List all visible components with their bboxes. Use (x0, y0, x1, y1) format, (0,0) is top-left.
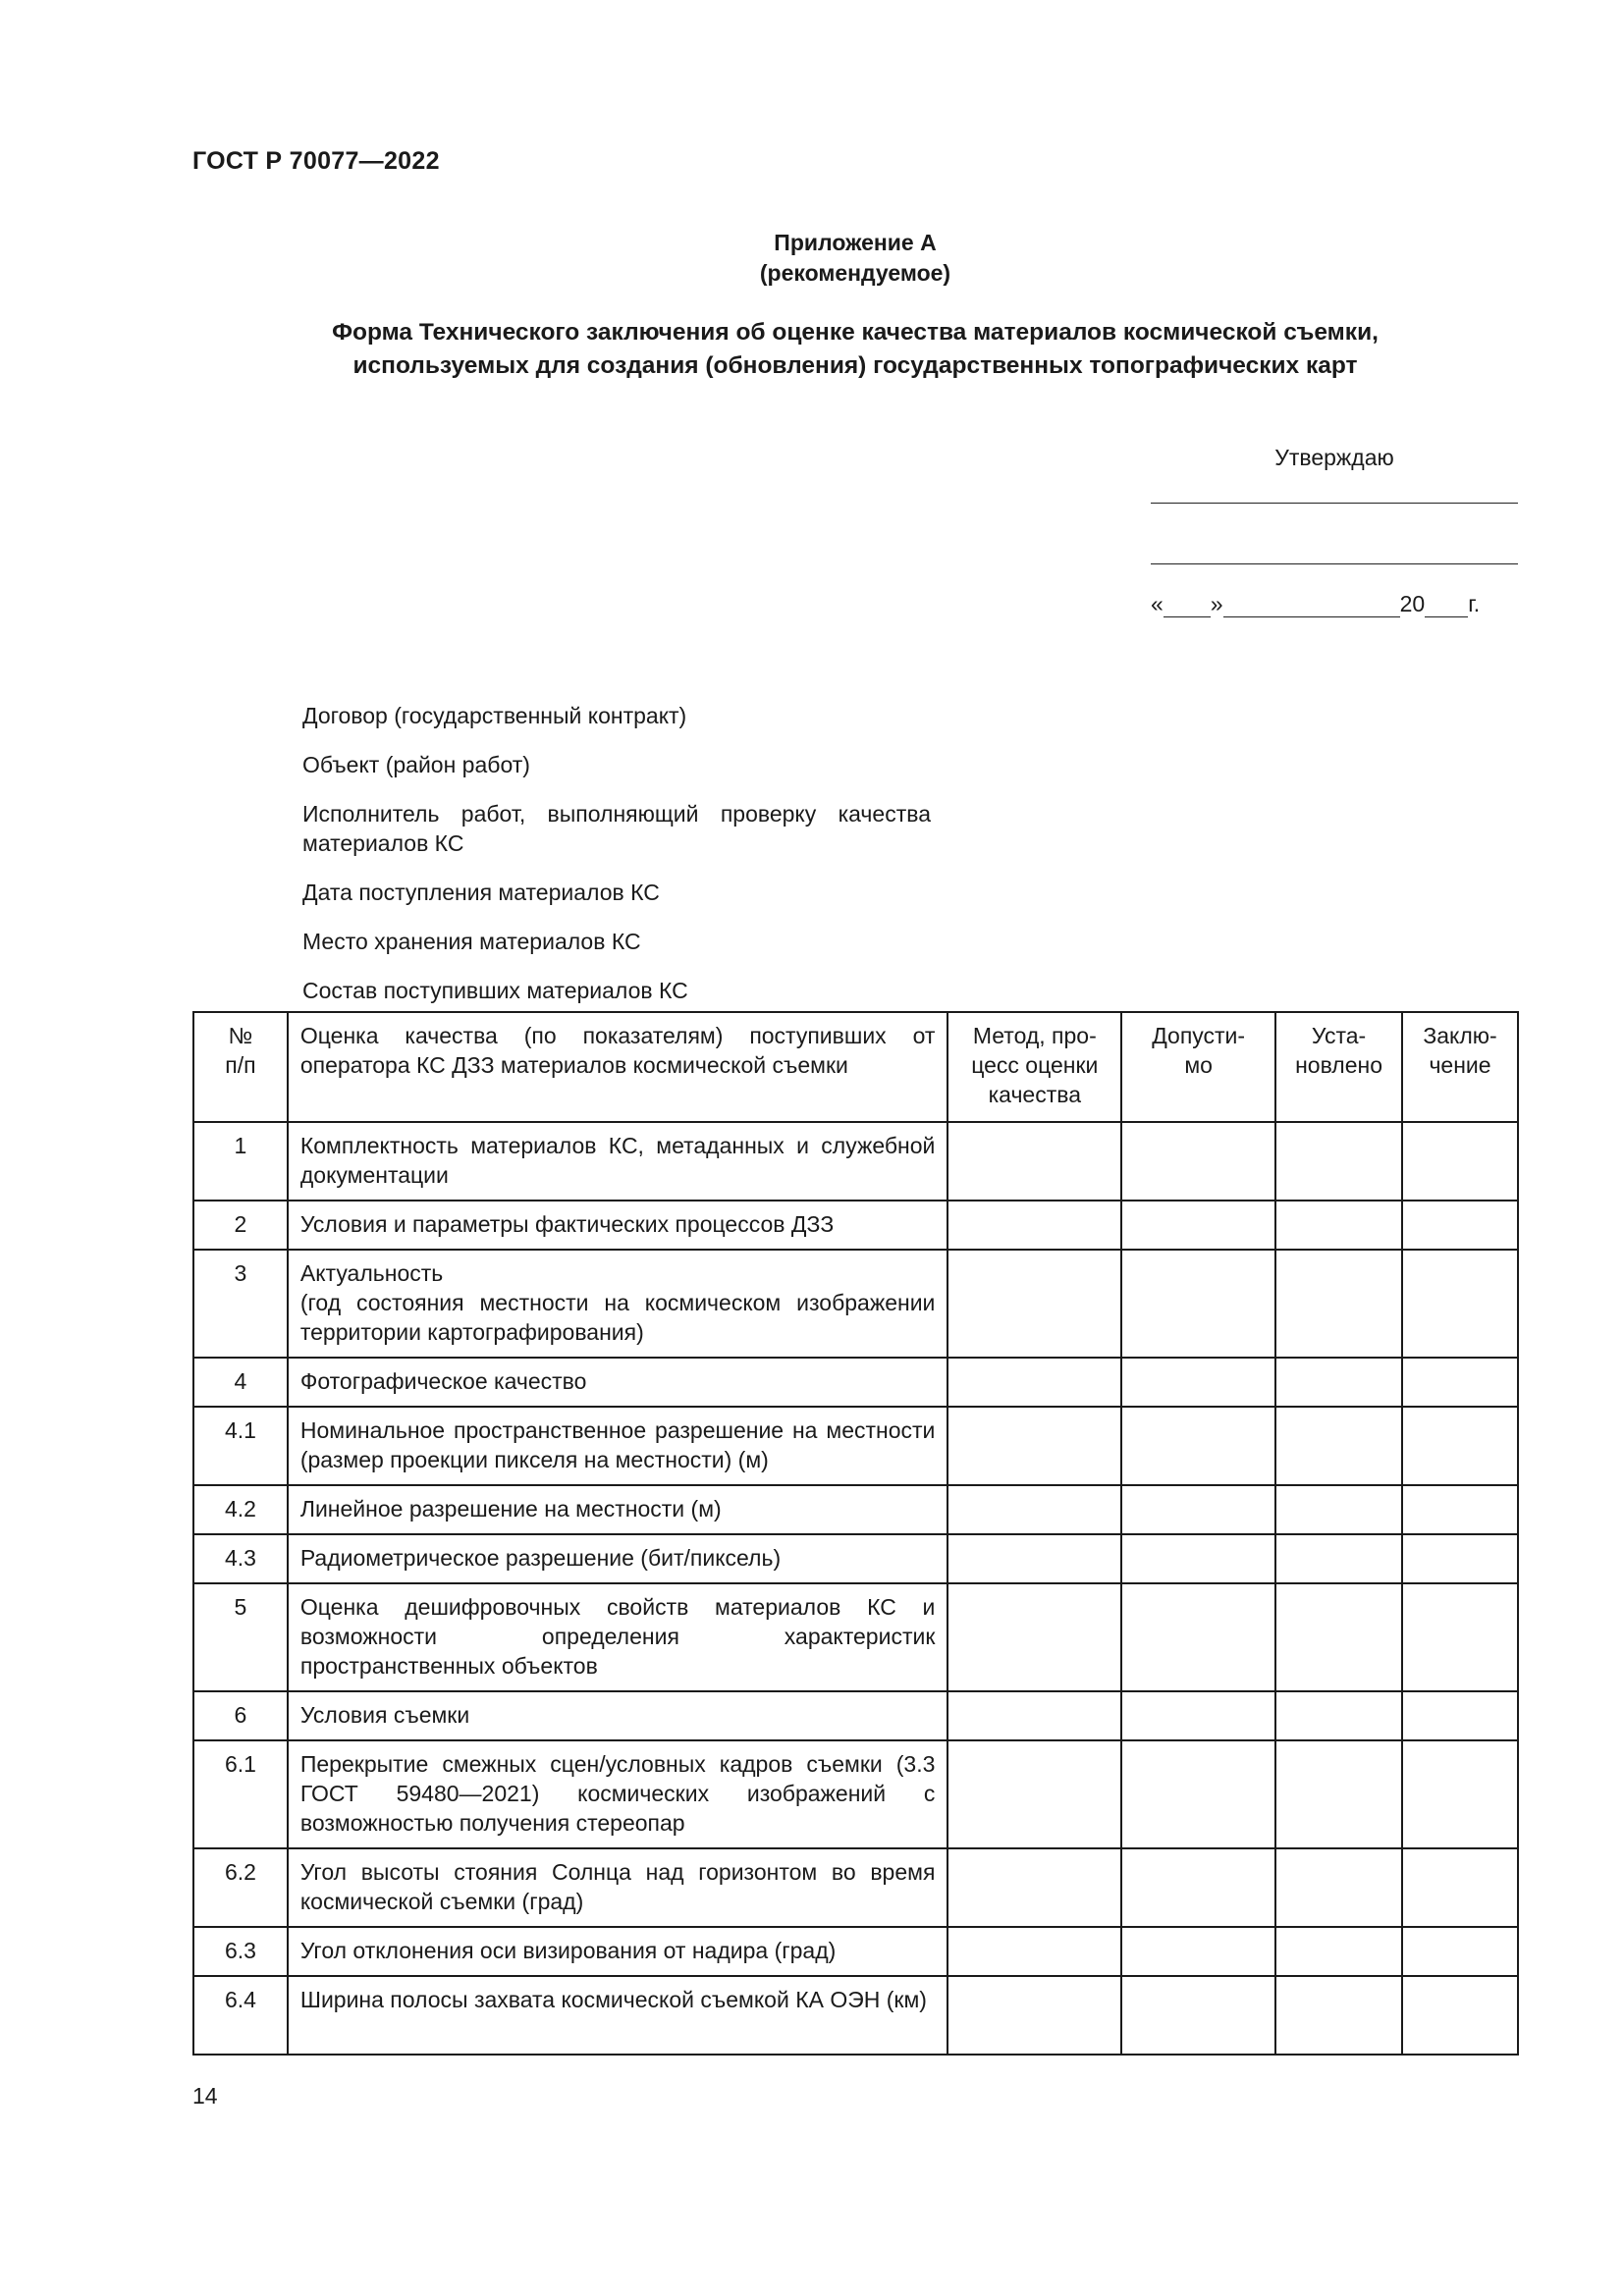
table-row (193, 1122, 1518, 1201)
conclusion-cell[interactable] (1402, 1250, 1518, 1358)
method-cell[interactable] (947, 1485, 1121, 1534)
established-cell[interactable] (1275, 1122, 1402, 1201)
form-title-line-2: используемых для создания (обновления) государственных топографических карт (352, 352, 1358, 379)
conclusion-cell[interactable] (1402, 1122, 1518, 1201)
row-description: Радиометрическое разрешение (бит/пиксель) (288, 1534, 948, 1583)
header-allowed-line-1: Допусти- (1152, 1023, 1246, 1048)
header-description: Оценка качества (по показателям) поступивших от оператора КС ДЗЗ материалов космической съемки (288, 1012, 948, 1122)
row-number: 6.1 (193, 1740, 288, 1848)
annex-title: Приложение А (774, 230, 937, 255)
header-conclusion (1402, 1012, 1518, 1122)
row-number: 6.3 (193, 1927, 288, 1976)
date-day-blank (1164, 595, 1211, 617)
allowed-cell[interactable] (1121, 1122, 1275, 1201)
page-number: 14 (192, 2083, 218, 2109)
header-established-line-1: Уста- (1311, 1023, 1367, 1048)
row-description: Перекрытие смежных сцен/условных кадров съемки (3.3 ГОСТ 59480—2021) космических изображений с возможностью получения стереопар (288, 1740, 948, 1848)
method-cell[interactable] (947, 1848, 1121, 1927)
allowed-cell[interactable] (1121, 1201, 1275, 1250)
established-cell[interactable] (1275, 1927, 1402, 1976)
header-conclusion-line-1: Заклю- (1423, 1023, 1497, 1048)
established-cell[interactable] (1275, 1358, 1402, 1407)
date-year-blank (1425, 595, 1468, 617)
conclusion-cell[interactable] (1402, 1976, 1518, 2055)
row-description: Условия и параметры фактических процессов ДЗЗ (288, 1201, 948, 1250)
row-number: 4.1 (193, 1407, 288, 1485)
method-cell[interactable] (947, 1250, 1121, 1358)
allowed-cell[interactable] (1121, 1691, 1275, 1740)
method-cell[interactable] (947, 1122, 1121, 1201)
established-cell[interactable] (1275, 1534, 1402, 1583)
method-cell[interactable] (947, 1927, 1121, 1976)
method-cell[interactable] (947, 1740, 1121, 1848)
quality-assessment-table (192, 1011, 1519, 2056)
form-title (192, 316, 1518, 383)
row-description (288, 1250, 948, 1358)
header-allowed (1121, 1012, 1275, 1122)
method-cell[interactable] (947, 1407, 1121, 1485)
conclusion-cell[interactable] (1402, 1407, 1518, 1485)
table-row (193, 1848, 1518, 1927)
table-row (193, 1927, 1518, 1976)
row-number: 6 (193, 1691, 288, 1740)
table-row (193, 1485, 1518, 1534)
approval-label: Утверждаю (1274, 445, 1394, 470)
row-description: Фотографическое качество (288, 1358, 948, 1407)
table-row (193, 1583, 1518, 1691)
row-description: Угол отклонения оси визирования от надира (град) (288, 1927, 948, 1976)
info-materials-composition: Состав поступивших материалов КС (302, 978, 688, 1003)
date-month-blank (1223, 595, 1400, 617)
row-description: Ширина полосы захвата космической съемкой КА ОЭН (км) (288, 1976, 948, 2055)
annex-heading (192, 228, 1518, 289)
table-row (193, 1976, 1518, 2055)
method-cell[interactable] (947, 1583, 1121, 1691)
allowed-cell[interactable] (1121, 1927, 1275, 1976)
header-method-line-3: качества (988, 1082, 1082, 1107)
established-cell[interactable] (1275, 1976, 1402, 2055)
row-description-main: Актуальность (299, 1260, 444, 1286)
conclusion-cell[interactable] (1402, 1485, 1518, 1534)
date-open-quote: « (1151, 591, 1164, 616)
row-description: Угол высоты стояния Солнца над горизонтом во время космической съемки (град) (288, 1848, 948, 1927)
header-number-line-2: п/п (225, 1052, 256, 1078)
established-cell[interactable] (1275, 1407, 1402, 1485)
date-year-suffix: г. (1468, 591, 1481, 616)
row-number: 6.2 (193, 1848, 288, 1927)
header-number-line-1: № (228, 1023, 253, 1048)
conclusion-cell[interactable] (1402, 1848, 1518, 1927)
row-number: 6.4 (193, 1976, 288, 2055)
row-description: Комплектность материалов КС, метаданных и служебной документации (288, 1122, 948, 1201)
form-title-line-1: Форма Технического заключения об оценке качества материалов космической съемки, (332, 319, 1379, 346)
date-close-quote: » (1210, 591, 1223, 616)
approval-date-line (1151, 591, 1518, 617)
row-number: 1 (193, 1122, 288, 1201)
row-number: 4.3 (193, 1534, 288, 1583)
row-description: Условия съемки (288, 1691, 948, 1740)
row-number: 2 (193, 1201, 288, 1250)
header-established-line-2: новлено (1295, 1052, 1382, 1078)
conclusion-cell[interactable] (1402, 1583, 1518, 1691)
row-number: 3 (193, 1250, 288, 1358)
row-number: 4 (193, 1358, 288, 1407)
row-description: Номинальное пространственное разрешение на местности (размер проекции пикселя на местности) (м) (288, 1407, 948, 1485)
allowed-cell[interactable] (1121, 1848, 1275, 1927)
allowed-cell[interactable] (1121, 1358, 1275, 1407)
header-method-line-1: Метод, про- (972, 1023, 1097, 1048)
conclusion-cell[interactable] (1402, 1691, 1518, 1740)
table-row (193, 1691, 1518, 1740)
allowed-cell[interactable] (1121, 1976, 1275, 2055)
conclusion-cell[interactable] (1402, 1927, 1518, 1976)
approval-signature-line (1151, 503, 1518, 504)
conclusion-cell[interactable] (1402, 1534, 1518, 1583)
method-cell[interactable] (947, 1691, 1121, 1740)
info-contract: Договор (государственный контракт) (302, 703, 687, 728)
table-row (193, 1358, 1518, 1407)
established-cell[interactable] (1275, 1583, 1402, 1691)
header-number (193, 1012, 288, 1122)
established-cell[interactable] (1275, 1740, 1402, 1848)
allowed-cell[interactable] (1121, 1250, 1275, 1358)
info-object: Объект (район работ) (302, 752, 530, 777)
table-row (193, 1201, 1518, 1250)
table-header-row (193, 1012, 1518, 1122)
row-description: Линейное разрешение на местности (м) (288, 1485, 948, 1534)
established-cell[interactable] (1275, 1485, 1402, 1534)
table-row (193, 1250, 1518, 1358)
conclusion-cell[interactable] (1402, 1201, 1518, 1250)
table-row (193, 1407, 1518, 1485)
annex-status: (рекомендуемое) (759, 260, 951, 286)
method-cell[interactable] (947, 1201, 1121, 1250)
allowed-cell[interactable] (1121, 1485, 1275, 1534)
conclusion-cell[interactable] (1402, 1358, 1518, 1407)
allowed-cell[interactable] (1121, 1407, 1275, 1485)
method-cell[interactable] (947, 1534, 1121, 1583)
row-description: Оценка дешифровочных свойств материалов КС и возможности определения характеристик пространственных объектов (288, 1583, 948, 1691)
allowed-cell[interactable] (1121, 1740, 1275, 1848)
document-code: ГОСТ Р 70077—2022 (192, 147, 440, 175)
table-row (193, 1534, 1518, 1583)
approval-name-line (1151, 563, 1518, 564)
established-cell[interactable] (1275, 1691, 1402, 1740)
allowed-cell[interactable] (1121, 1534, 1275, 1583)
conclusion-cell[interactable] (1402, 1740, 1518, 1848)
header-conclusion-line-2: чение (1429, 1052, 1491, 1078)
established-cell[interactable] (1275, 1848, 1402, 1927)
info-executor: Исполнитель работ, выполняющий проверку качества материалов КС (302, 801, 931, 856)
header-method-line-2: цесс оценки (971, 1052, 1099, 1078)
method-cell[interactable] (947, 1976, 1121, 2055)
row-number: 5 (193, 1583, 288, 1691)
method-cell[interactable] (947, 1358, 1121, 1407)
table-row (193, 1740, 1518, 1848)
info-receipt-date: Дата поступления материалов КС (302, 880, 660, 905)
header-allowed-line-2: мо (1184, 1052, 1213, 1078)
established-cell[interactable] (1275, 1201, 1402, 1250)
row-description-extra: (год состояния местности на космическом изображении территории картографирования) (299, 1290, 936, 1345)
established-cell[interactable] (1275, 1250, 1402, 1358)
date-year-prefix: 20 (1399, 591, 1426, 616)
header-method (947, 1012, 1121, 1122)
info-storage-place: Место хранения материалов КС (302, 929, 641, 954)
allowed-cell[interactable] (1121, 1583, 1275, 1691)
row-number: 4.2 (193, 1485, 288, 1534)
header-established (1275, 1012, 1402, 1122)
